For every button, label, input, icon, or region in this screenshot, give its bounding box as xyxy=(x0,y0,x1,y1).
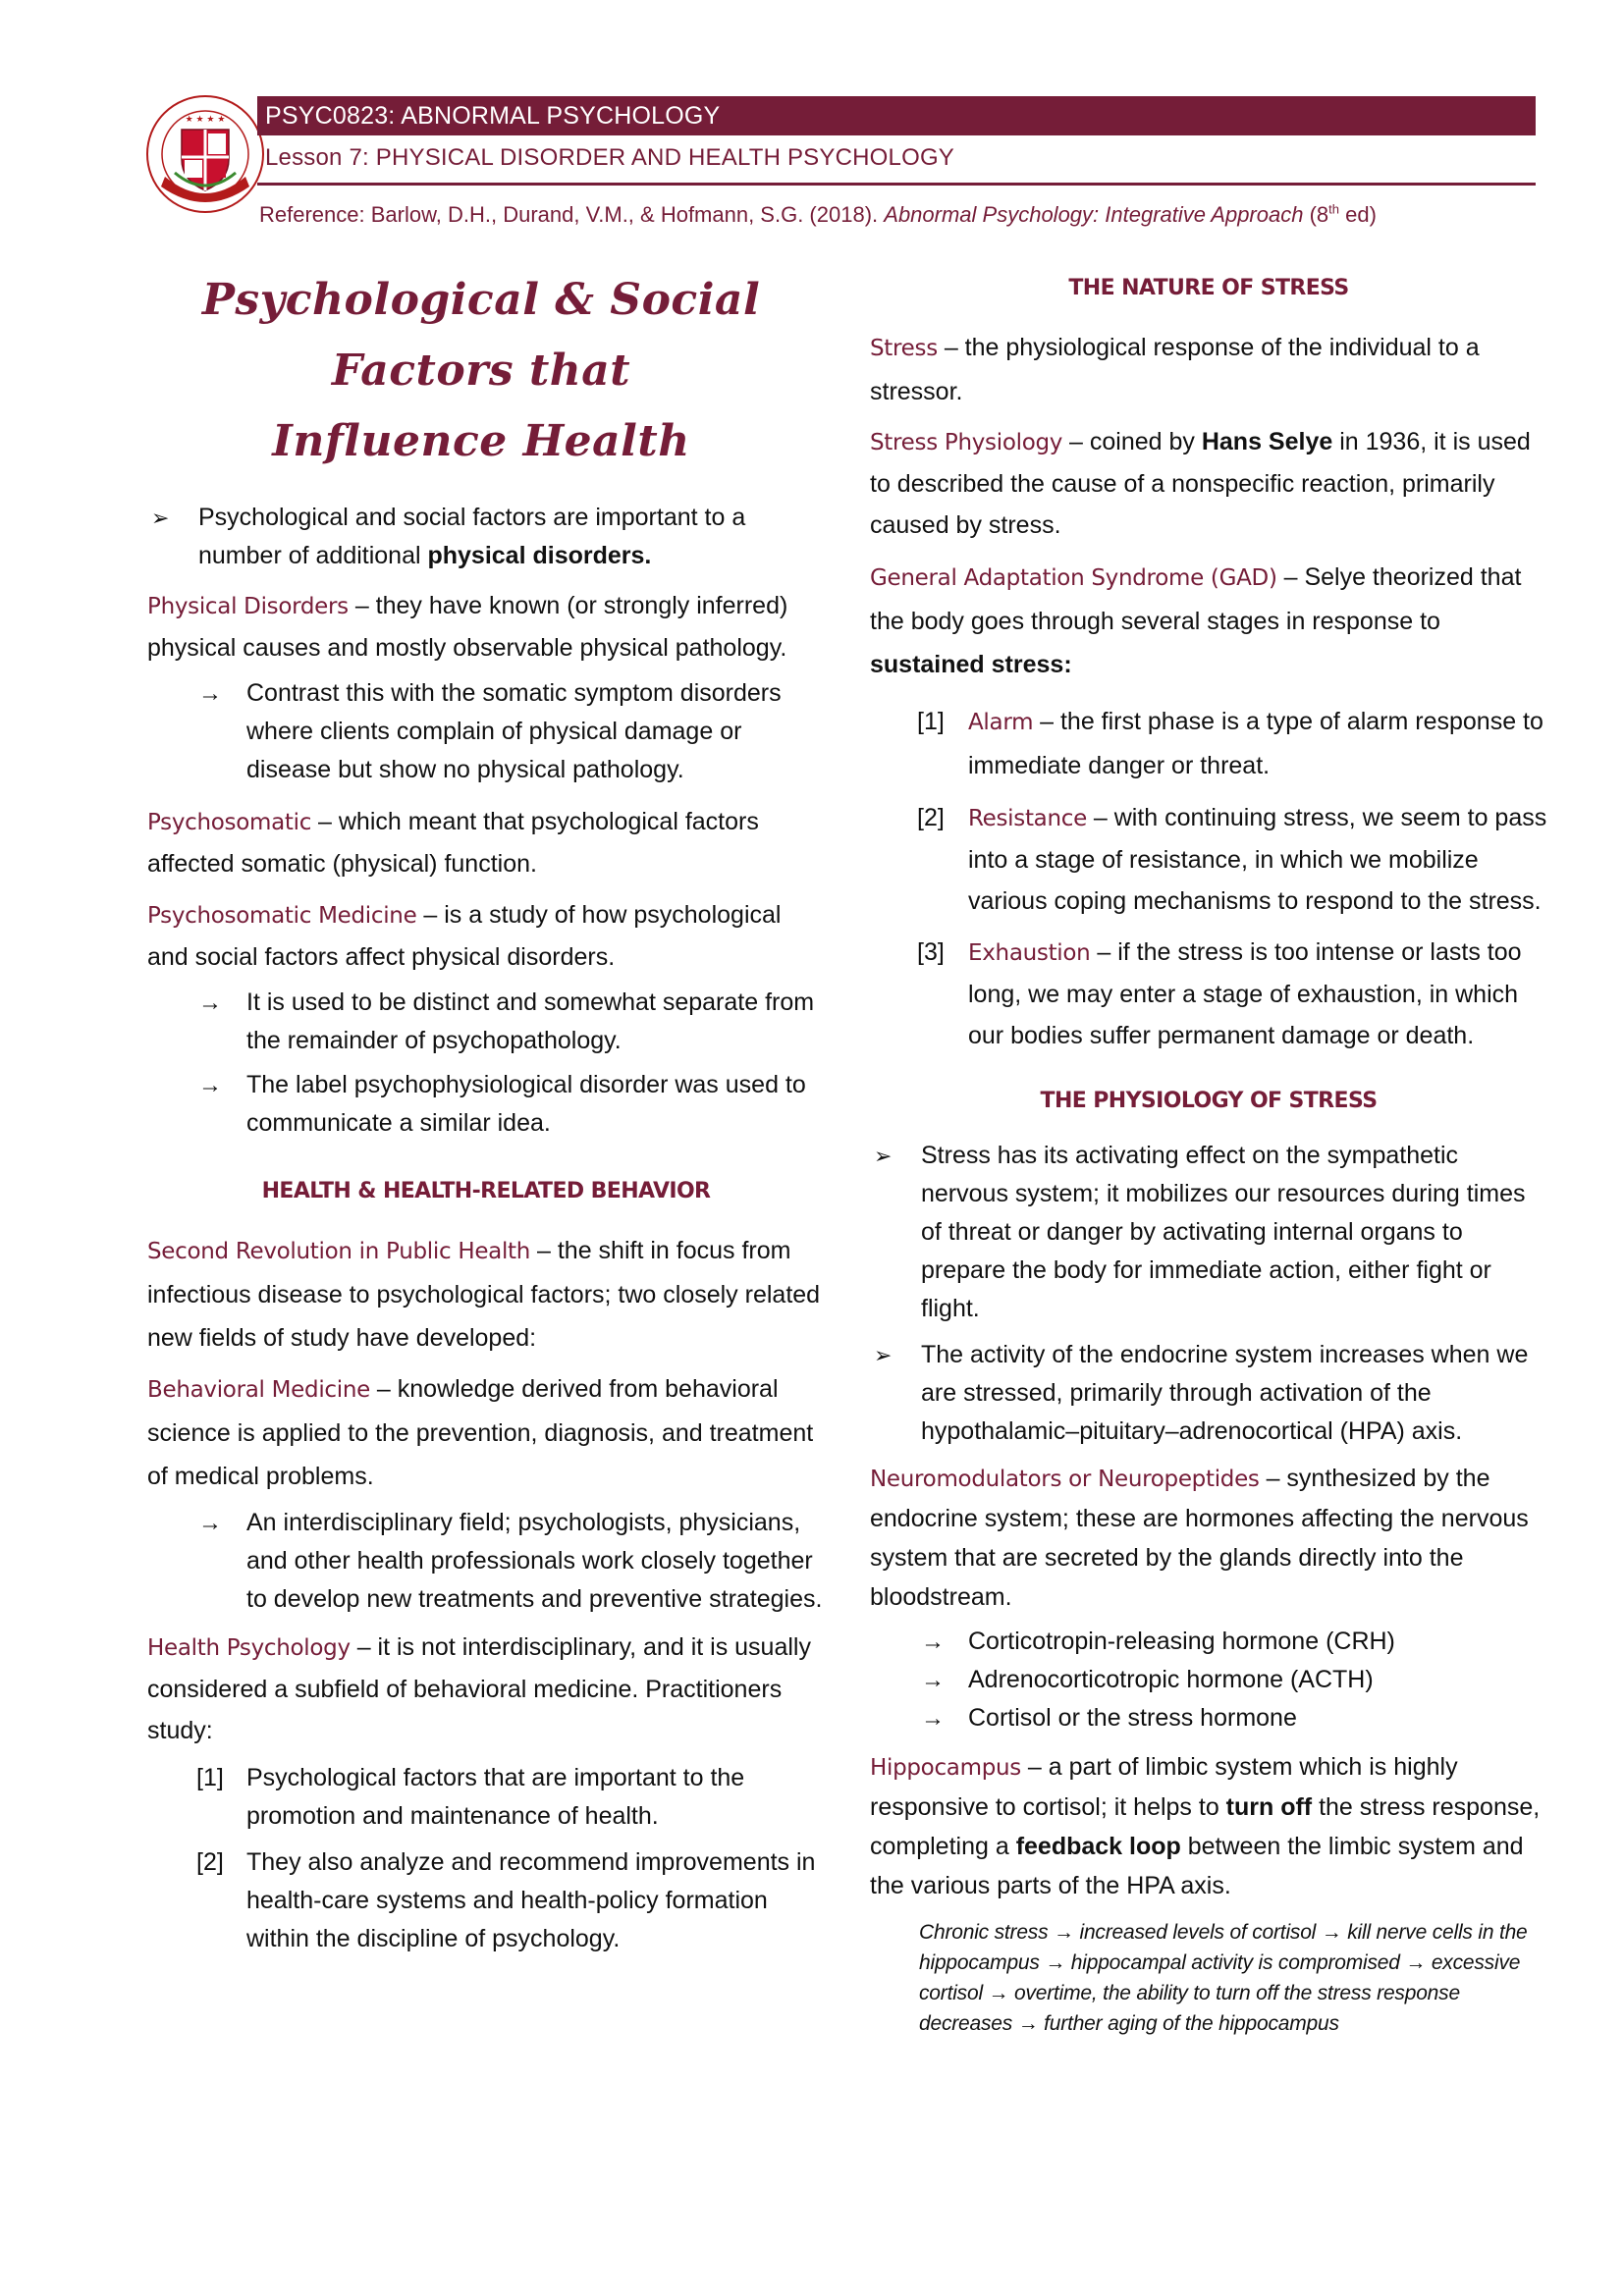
sub-point xyxy=(147,1066,825,1143)
sub-point-text: Contrast this with the somatic symptom disorders where clients complain of physical damage or disease but show no physical pathology. xyxy=(246,679,782,783)
gad-stage xyxy=(870,797,1547,922)
reference-label: Reference xyxy=(259,202,359,227)
arrowhead-bullet-icon: ➢ xyxy=(151,506,170,530)
arrowhead-bullet-icon: ➢ xyxy=(874,1144,893,1168)
hormone-text: Adrenocorticotropic hormone (ACTH) xyxy=(968,1666,1374,1693)
hormone-item xyxy=(870,1661,1547,1699)
section-heading-nature-of-stress: THE NATURE OF STRESS xyxy=(1068,276,1349,300)
definition-neuromodulators xyxy=(870,1459,1547,1617)
term-label: Stress Physiology xyxy=(870,430,1063,455)
item-number: [1] xyxy=(196,1764,224,1791)
stage-term: Exhaustion xyxy=(968,940,1091,966)
sub-point xyxy=(147,674,825,789)
gad-stage xyxy=(870,700,1547,787)
term-definition: – knowledge derived from behavioral science is applied to the prevention, diagnosis, and treatment of medical problems. xyxy=(147,1375,814,1490)
definition-gad xyxy=(870,556,1547,686)
term-label: Second Revolution in Public Health xyxy=(147,1239,531,1264)
term-definition: – synthesized by the endocrine system; these are hormones affecting the nervous system that are secreted by the glands directly into the bloodstream. xyxy=(870,1465,1529,1611)
term-label: Psychosomatic Medicine xyxy=(147,903,417,929)
lesson-title: Lesson 7: PHYSICAL DISORDER AND HEALTH PSYCHOLOGY xyxy=(265,144,955,171)
svg-text:★ ★ ★ ★: ★ ★ ★ ★ xyxy=(185,115,226,125)
stage-number: [1] xyxy=(917,708,945,735)
term-definition-end: between the limbic system and the various parts of the HPA axis. xyxy=(870,1833,1524,1899)
term-definition: – the physiological response of the individual to a stressor. xyxy=(870,334,1480,405)
arrow-right-icon: → xyxy=(921,1629,945,1655)
term-label: Hippocampus xyxy=(870,1755,1021,1781)
definition-stress xyxy=(870,326,1547,413)
course-title-bar: PSYC0823: ABNORMAL PSYCHOLOGY xyxy=(257,96,1536,135)
sub-point xyxy=(147,984,825,1060)
arrow-right-icon: → xyxy=(198,989,222,1016)
term-label: Neuromodulators or Neuropeptides xyxy=(870,1467,1260,1492)
section-heading-health-behavior: HEALTH & HEALTH-RELATED BEHAVIOR xyxy=(261,1179,711,1203)
intro-bold-text: physical disorders. xyxy=(427,542,652,569)
bold-phrase: feedback loop xyxy=(1015,1833,1181,1860)
page-title-line-2: Influence Health xyxy=(272,416,690,466)
page-title xyxy=(137,265,825,477)
hormone-text: Cortisol or the stress hormone xyxy=(968,1704,1297,1732)
university-seal-logo xyxy=(145,94,265,214)
sub-point-text: It is used to be distinct and somewhat separate from the remainder of psychopathology. xyxy=(246,988,815,1054)
term-label: Psychosomatic xyxy=(147,810,312,835)
chronic-stress-note: Chronic stress → increased levels of cortisol → kill nerve cells in the hippocampus → hippocampal activity is compromised → excessive cortisol → overtime, the ability to turn off the stress response decreases → further aging of the hippocampus xyxy=(919,1921,1528,2035)
sub-point-text: The label psychophysiological disorder was used to communicate a similar idea. xyxy=(246,1071,806,1137)
stage-definition: – if the stress is too intense or lasts too long, we may enter a stage of exhaustion, in which our bodies suffer permanent damage or death. xyxy=(968,938,1522,1049)
stage-term: Resistance xyxy=(968,806,1087,831)
numbered-item xyxy=(147,1759,825,1836)
reference-edition-sup: th xyxy=(1328,201,1339,217)
left-column xyxy=(147,265,825,1958)
reference-edition-suffix: ed) xyxy=(1339,202,1377,227)
intro-bullet xyxy=(147,499,825,575)
page-title-line-1: Psychological & Social Factors that xyxy=(201,275,761,396)
arrow-right-icon: → xyxy=(921,1667,945,1693)
bullet-text: The activity of the endocrine system increases when we are stressed, primarily through activation of the hypothalamic–pituitary–adrenocortical (HPA) axis. xyxy=(921,1341,1529,1445)
arrow-right-icon: → xyxy=(198,1510,222,1536)
term-label: Stress xyxy=(870,336,938,361)
item-text: They also analyze and recommend improvements in health-care systems and health-policy formation within the discipline of psychology. xyxy=(246,1848,816,1952)
sub-point-text: An interdisciplinary field; psychologists, physicians, and other health professionals work closely together to develop new treatments and preventive strategies. xyxy=(246,1509,823,1613)
numbered-item xyxy=(147,1843,825,1958)
definition-behavioral-medicine xyxy=(147,1367,825,1498)
term-label: Health Psychology xyxy=(147,1635,351,1661)
stage-term: Alarm xyxy=(968,710,1034,735)
arrowhead-bullet-icon: ➢ xyxy=(874,1343,893,1367)
arrow-right-icon: → xyxy=(921,1705,945,1732)
bold-phrase: sustained stress: xyxy=(870,651,1072,678)
definition-psychosomatic-medicine xyxy=(147,894,825,978)
hormone-text: Corticotropin-releasing hormone (CRH) xyxy=(968,1628,1395,1655)
term-label: General Adaptation Syndrome (GAD) xyxy=(870,565,1277,591)
physiology-bullet xyxy=(870,1336,1547,1451)
term-definition: – Selye theorized that the body goes through several stages in response to xyxy=(870,563,1522,635)
definition-physical-disorders xyxy=(147,585,825,668)
hormone-item xyxy=(870,1623,1547,1661)
stage-definition: – with continuing stress, we seem to pass into a stage of resistance, in which we mobilize various coping mechanisms to respond to the stress. xyxy=(968,804,1547,915)
arrow-right-icon: → xyxy=(198,1072,222,1098)
term-definition-cont: the stress response, completing a xyxy=(870,1793,1541,1860)
term-definition: – is a study of how psychological and social factors affect physical disorders. xyxy=(147,901,782,971)
header-divider xyxy=(257,183,1536,186)
gad-stage xyxy=(870,932,1547,1056)
stage-definition: – the first phase is a type of alarm response to immediate danger or threat. xyxy=(968,708,1543,779)
term-definition: – a part of limbic system which is highly responsive to cortisol; it helps to xyxy=(870,1753,1458,1821)
reference-authors: : Barlow, D.H., Durand, V.M., & Hofmann, S.G. (2018). xyxy=(358,202,885,227)
definition-hippocampus xyxy=(870,1747,1547,1905)
stage-number: [2] xyxy=(917,804,945,831)
hormone-item xyxy=(870,1699,1547,1737)
term-definition: – they have known (or strongly inferred) physical causes and mostly observable physical pathology. xyxy=(147,592,788,662)
item-text: Psychological factors that are important to the promotion and maintenance of health. xyxy=(246,1764,745,1830)
definition-stress-physiology xyxy=(870,421,1547,546)
stage-number: [3] xyxy=(917,938,945,966)
intro-text: Psychological and social factors are important to a number of additional xyxy=(198,504,746,569)
item-number: [2] xyxy=(196,1848,224,1876)
reference-book-title: Abnormal Psychology: Integrative Approach xyxy=(884,202,1304,227)
bullet-text: Stress has its activating effect on the sympathetic nervous system; it mobilizes our resources during times of threat or danger by activating internal organs to prepare the body for immediate action, either fight or flight. xyxy=(921,1142,1526,1322)
definition-second-revolution xyxy=(147,1229,825,1360)
term-definition: – coined by xyxy=(1062,428,1202,455)
reference-line xyxy=(259,200,1377,230)
section-heading-physiology-of-stress: THE PHYSIOLOGY OF STRESS xyxy=(1040,1089,1378,1113)
sub-point xyxy=(147,1504,825,1619)
bold-name: Hans Selye xyxy=(1201,428,1333,455)
university-seal-icon xyxy=(145,94,265,214)
right-column xyxy=(870,265,1547,2039)
physiology-bullet xyxy=(870,1137,1547,1328)
definition-psychosomatic xyxy=(147,801,825,884)
term-definition-cont: in 1936, it is used to described the cause of a nonspecific reaction, primarily caused by stress. xyxy=(870,428,1531,539)
reference-edition: (8 xyxy=(1303,202,1329,227)
arrow-right-icon: → xyxy=(198,680,222,707)
term-label: Physical Disorders xyxy=(147,594,349,619)
term-definition: – the shift in focus from infectious disease to psychological factors; two closely related new fields of study have developed: xyxy=(147,1237,821,1352)
term-definition: – which meant that psychological factors affected somatic (physical) function. xyxy=(147,808,759,878)
term-definition: – it is not interdisciplinary, and it is usually considered a subfield of behavioral medicine. Practitioners study: xyxy=(147,1633,811,1744)
bold-phrase: turn off xyxy=(1225,1793,1313,1821)
definition-health-psychology xyxy=(147,1627,825,1751)
term-label: Behavioral Medicine xyxy=(147,1377,370,1403)
